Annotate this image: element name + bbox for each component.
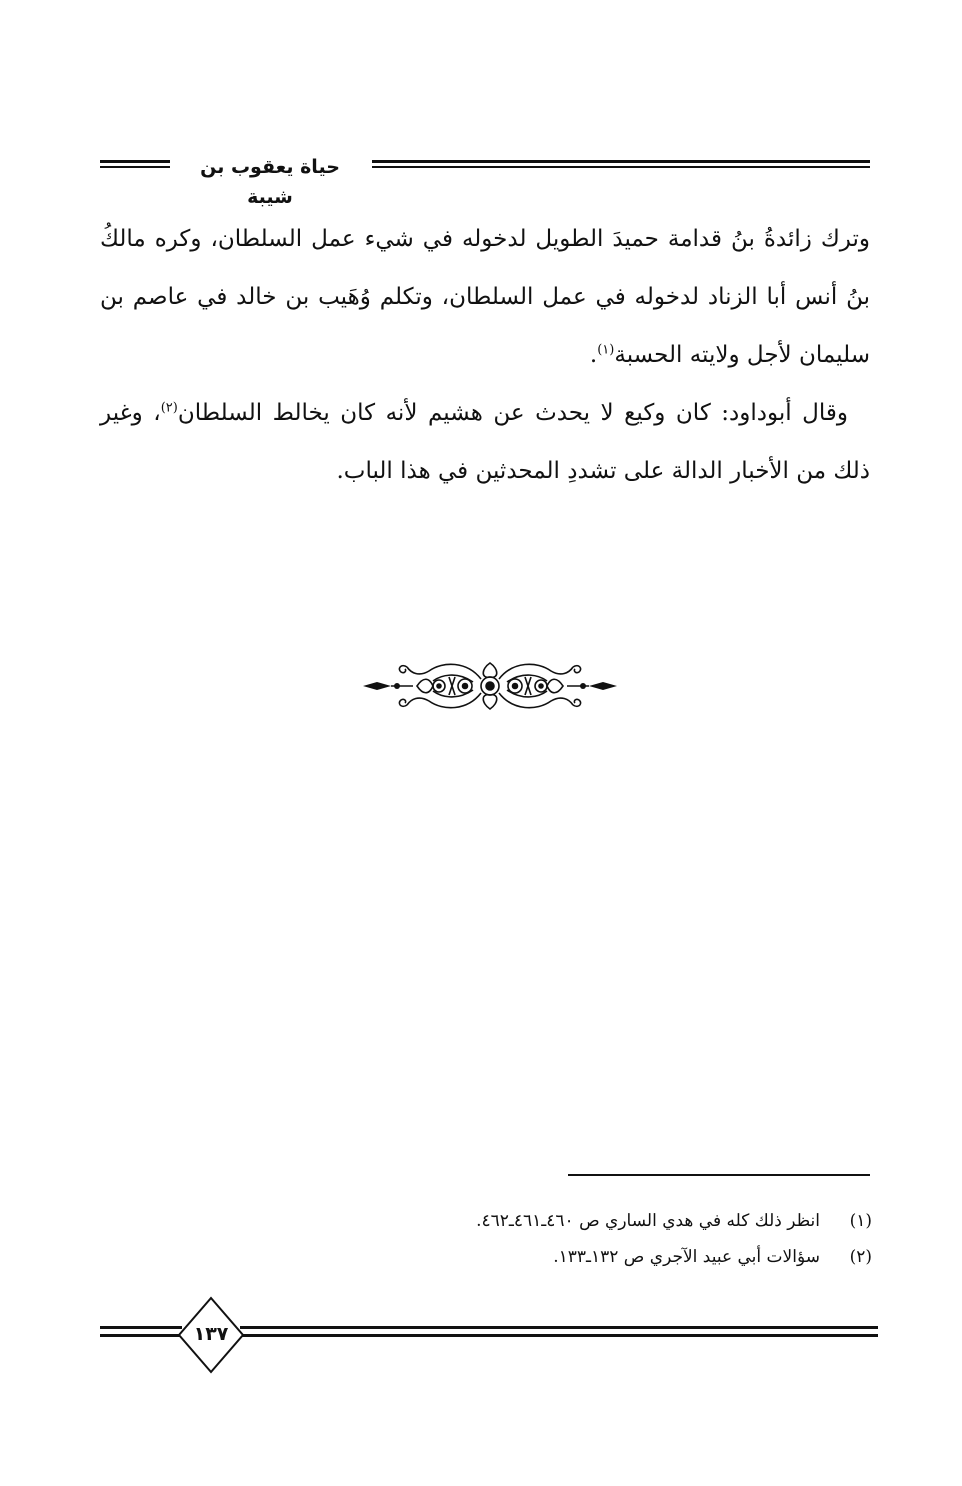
paragraph-1-text: وترك زائدةُ بنُ قدامة حميدَ الطويل لدخوله في شيء عمل السلطان، وكره مالكُ بنُ أنس أبا الزناد لدخوله في عمل السلطان، وتكلم وُهَيب بن خالد في عاصم بن سليمان لأجل ولايته الحسبة [100,226,870,368]
footnote-1 [300,1203,872,1239]
main-text [100,210,870,500]
paragraph-2-text: وقال أبوداود: كان وكيع لا يحدث عن هشيم لأنه كان يخالط السلطان [177,400,849,426]
floral-divider-icon [357,655,623,717]
header-rule-right [372,160,870,163]
footnote-separator [568,1174,870,1176]
footnote-1-number: (١) [849,1211,872,1231]
footnote-ref-2: (٢) [160,400,178,416]
paragraph-1-end: . [589,342,598,368]
paragraph-1 [100,210,870,384]
bottom-rule-left [100,1326,182,1329]
header-rule-left [100,160,170,163]
footnote-2-text: سؤالات أبي عبيد الآجري ص ١٣٢ـ١٣٣. [553,1247,820,1267]
bottom-rule-right [240,1326,878,1329]
paragraph-2-end: ، وغير ذلك من الأخبار الدالة على تشددِ المحدثين في هذا الباب. [100,400,870,484]
page-number: ١٣٧ [193,1323,229,1345]
footnote-2 [300,1239,872,1275]
footnote-ref-1: (١) [597,342,615,358]
footnote-1-text: انظر ذلك كله في هدي الساري ص ٤٦٠ـ٤٦١ـ٤٦٢. [476,1211,820,1231]
footnote-2-number: (٢) [849,1247,872,1267]
paragraph-2 [100,384,870,500]
footnotes [300,1203,872,1275]
running-header-title: حياة يعقوب بن شيبة [200,156,340,208]
